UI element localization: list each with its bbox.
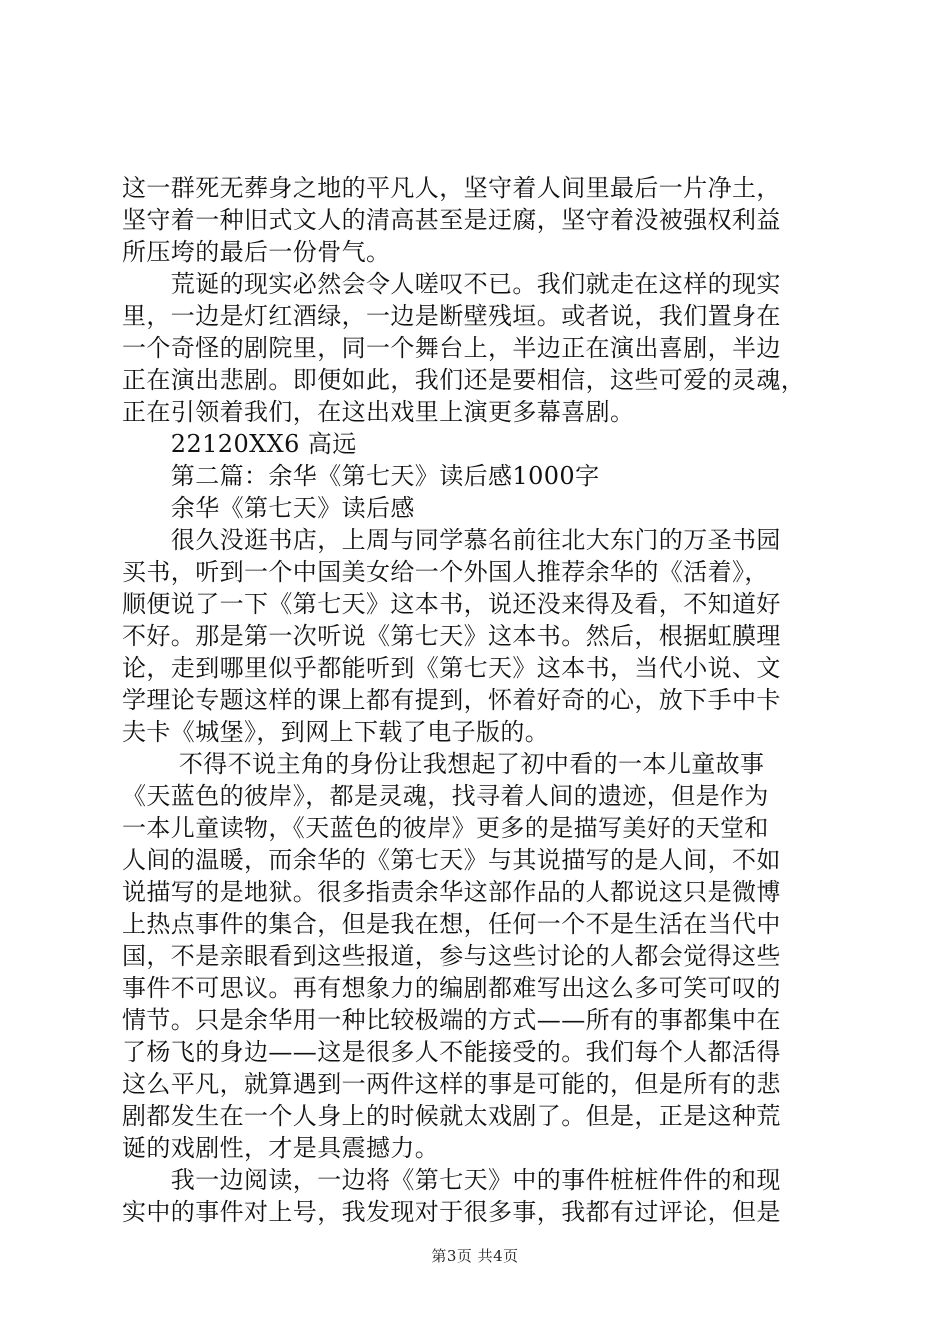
text-line: 上热点事件的集合，但是我在想，任何一个不是生活在当代中 (122, 910, 781, 938)
text-line: 这么平凡，就算遇到一两件这样的事是可能的，但是所有的悲 (122, 1070, 781, 1098)
text-line: 国，不是亲眼看到这些报道，参与这些讨论的人都会觉得这些 (122, 942, 781, 970)
text-line: 剧都发生在一个人身上的时候就太戏剧了。但是，正是这种荒 (122, 1102, 781, 1130)
text-line: 正在引领着我们，在这出戏里上演更多幕喜剧。 (122, 398, 635, 426)
text-line: 夫卡《城堡》，到网上下载了电子版的。 (122, 718, 550, 746)
text-line: 不得不说主角的身份让我想起了初中看的一本儿童故事 (122, 750, 765, 778)
text-line: 顺便说了一下《第七天》这本书，说还没来得及看，不知道好 (122, 590, 781, 618)
author-line: 22120XX6 高远 (122, 430, 357, 458)
text-line: 所压垮的最后一份骨气。 (122, 238, 391, 266)
text-line: 实中的事件对上号，我发现对于很多事，我都有过评论，但是 (122, 1198, 781, 1226)
text-line: 一本儿童读物，《天蓝色的彼岸》更多的是描写美好的天堂和 (122, 814, 769, 842)
text-line: 很久没逛书店，上周与同学慕名前往北大东门的万圣书园 (122, 526, 781, 554)
text-line: 正在演出悲剧。即便如此，我们还是要相信，这些可爱的灵魂， (122, 366, 806, 394)
text-line: 荒诞的现实必然会令人嗟叹不已。我们就走在这样的现实 (122, 270, 781, 298)
text-line: 论，走到哪里似乎都能听到《第七天》这本书，当代小说、文 (122, 654, 781, 682)
text-line: 人间的温暖，而余华的《第七天》与其说描写的是人间，不如 (122, 846, 781, 874)
text-line: 了杨飞的身边——这是很多人不能接受的。我们每个人都活得 (122, 1038, 781, 1066)
text-line: 坚守着一种旧式文人的清高甚至是迂腐，坚守着没被强权利益 (122, 206, 781, 234)
text-line: 情节。只是余华用一种比较极端的方式——所有的事都集中在 (122, 1006, 781, 1034)
text-line: 这一群死无葬身之地的平凡人，坚守着人间里最后一片净土， (122, 174, 781, 202)
article-title: 余华《第七天》读后感 (122, 494, 415, 522)
text-line: 说描写的是地狱。很多指责余华这部作品的人都说这只是微博 (122, 878, 781, 906)
text-line: 事件不可思议。再有想象力的编剧都难写出这么多可笑可叹的 (122, 974, 781, 1002)
page-footer: 第3页 共4页 (431, 1247, 519, 1265)
text-line: 不好。那是第一次听说《第七天》这本书。然后，根据虹膜理 (122, 622, 781, 650)
text-line: 诞的戏剧性，才是具震撼力。 (122, 1134, 440, 1162)
text-line: 《天蓝色的彼岸》，都是灵魂，找寻着人间的遗迹，但是作为 (122, 782, 769, 810)
text-line: 买书，听到一个中国美女给一个外国人推荐余华的《活着》， (122, 558, 769, 586)
text-line: 我一边阅读，一边将《第七天》中的事件桩桩件件的和现 (122, 1166, 781, 1194)
text-line: 里，一边是灯红酒绿，一边是断壁残垣。或者说，我们置身在 (122, 302, 781, 330)
section-heading: 第二篇：余华《第七天》读后感1000字 (122, 462, 600, 490)
text-line: 学理论专题这样的课上都有提到，怀着好奇的心，放下手中卡 (122, 686, 781, 714)
text-line: 一个奇怪的剧院里，同一个舞台上，半边正在演出喜剧，半边 (122, 334, 781, 362)
